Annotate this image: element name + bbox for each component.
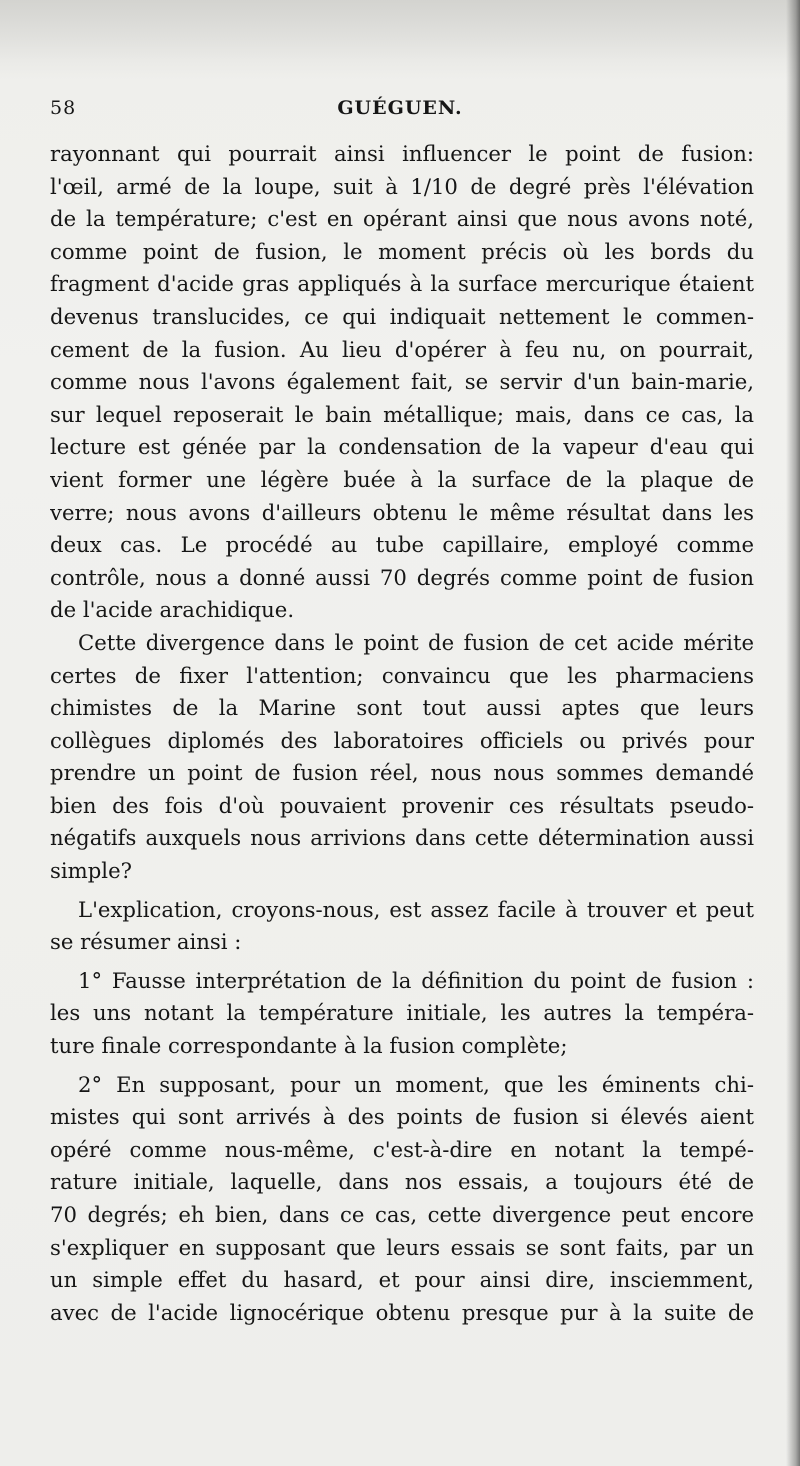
scan-top-shading xyxy=(0,0,800,80)
text-line: collègues diplomés des laboratoires officiels ou privés pour xyxy=(50,727,754,753)
text-line: contrôle, nous a donné aussi 70 degrés comme point de fusion xyxy=(50,564,754,590)
text-line: L'explication, croyons-nous, est assez facile à trouver et peut xyxy=(78,896,754,922)
text-line: comme nous l'avons également fait, se servir d'un bain-marie, xyxy=(50,369,754,395)
paragraph-2 xyxy=(50,627,754,888)
text-line: vient former une légère buée à la surface de la plaque de xyxy=(50,466,754,492)
text-line: rayonnant qui pourrait ainsi influencer le point de fusion: xyxy=(50,141,754,166)
text-line: de l'acide arachidique. xyxy=(50,597,295,623)
running-title: GUÉGUEN. xyxy=(337,97,463,119)
page-edge-shadow xyxy=(786,0,800,1466)
text-line: l'œil, armé de la loupe, suit à 1/10 de degré près l'élévation xyxy=(50,173,754,199)
text-line: devenus translucides, ce qui indiquait nettement le commen- xyxy=(50,303,754,329)
text-line: avec de l'acide lignocérique obtenu presque pur à la suite de xyxy=(50,1299,754,1325)
text-line: lecture est génée par la condensation de la vapeur d'eau qui xyxy=(50,434,754,460)
text-line: cement de la fusion. Au lieu d'opérer à feu nu, on pourrait, xyxy=(50,336,754,362)
text-line: rature initiale, laquelle, dans nos essais, a toujours été de xyxy=(50,1169,754,1195)
text-line: les uns notant la température initiale, les autres la tempéra- xyxy=(50,1000,754,1026)
text-line: mistes qui sont arrivés à des points de fusion si élevés aient xyxy=(50,1104,754,1130)
running-head xyxy=(50,97,750,127)
text-line: deux cas. Le procédé au tube capillaire, employé comme xyxy=(50,532,754,558)
text-line: Cette divergence dans le point de fusion de cet acide mérite xyxy=(78,629,754,655)
paragraph-1 xyxy=(50,138,754,627)
paragraph-4 xyxy=(50,965,754,1063)
text-line: s'expliquer en supposant que leurs essais se sont faits, par un xyxy=(50,1234,754,1260)
body-text xyxy=(50,138,754,1329)
text-line: de la température; c'est en opérant ainsi que nous avons noté, xyxy=(50,206,754,232)
text-line: un simple effet du hasard, et pour ainsi dire, insciemment, xyxy=(50,1267,754,1293)
paragraph-3 xyxy=(50,894,754,959)
text-line: chimistes de la Marine sont tout aussi aptes que leurs xyxy=(50,695,754,721)
text-line: 2° En supposant, pour un moment, que les éminents chi- xyxy=(78,1071,754,1097)
text-line: comme point de fusion, le moment précis où les bords du xyxy=(50,238,754,264)
page-number: 58 xyxy=(50,97,77,119)
text-line: ture finale correspondante à la fusion complète; xyxy=(50,1033,568,1059)
text-line: 70 degrés; eh bien, dans ce cas, cette divergence peut encore xyxy=(50,1202,754,1227)
text-line: certes de fixer l'attention; convaincu que les pharmaciens xyxy=(50,662,754,688)
text-line: simple? xyxy=(50,858,132,884)
text-line: sur lequel reposerait le bain métallique; mais, dans ce cas, la xyxy=(50,401,754,427)
paragraph-5 xyxy=(50,1069,754,1330)
text-line: négatifs auxquels nous arrivions dans cette détermination aussi xyxy=(50,825,754,851)
text-line: verre; nous avons d'ailleurs obtenu le même résultat dans les xyxy=(50,499,754,525)
text-line: se résumer ainsi : xyxy=(50,929,242,955)
text-line: opéré comme nous-même, c'est-à-dire en notant la tempé- xyxy=(50,1136,754,1162)
text-line: fragment d'acide gras appliqués à la surface mercurique étaient xyxy=(50,271,754,297)
text-line: 1° Fausse interprétation de la définition du point de fusion : xyxy=(78,967,754,993)
text-line: bien des fois d'où pouvaient provenir ces résultats pseudo- xyxy=(50,792,754,818)
text-line: prendre un point de fusion réel, nous nous sommes demandé xyxy=(50,760,754,786)
